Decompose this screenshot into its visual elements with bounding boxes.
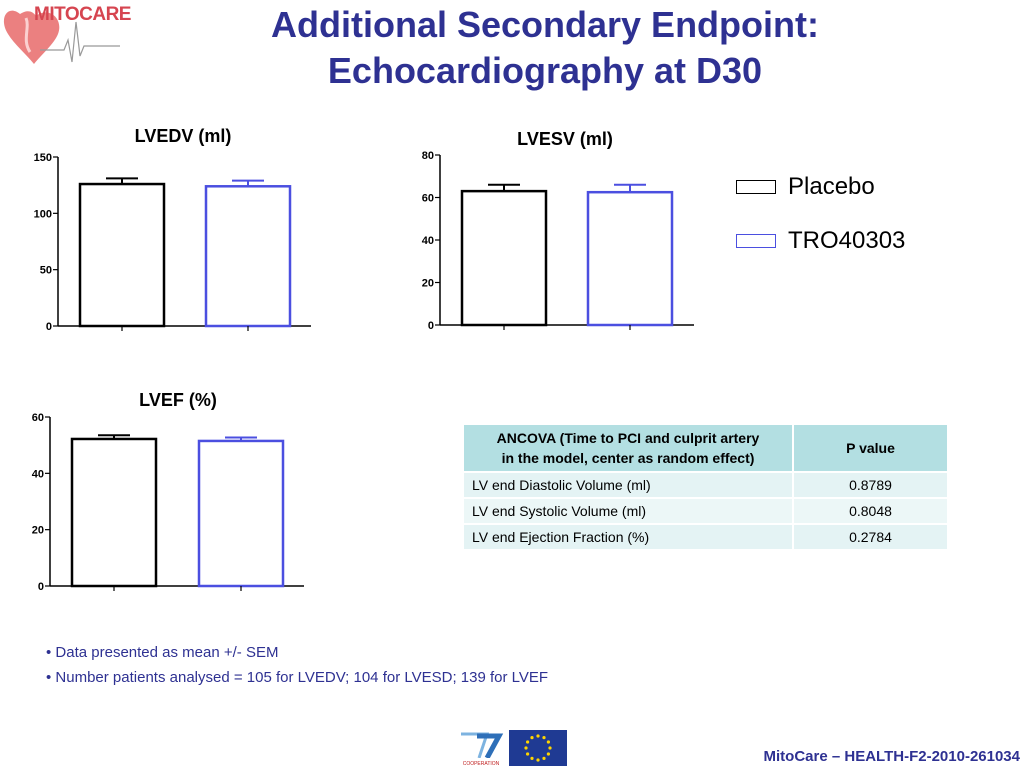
lvesv-bar-placebo	[462, 191, 546, 325]
lvedv-chart-title: LVEDV (ml)	[134, 126, 232, 146]
lvesv-y-tick-label: 60	[421, 192, 434, 205]
row-label: LV end Systolic Volume (ml)	[464, 498, 793, 524]
eu-star	[547, 740, 550, 743]
row-pvalue: 0.8789	[793, 472, 947, 498]
lvedv-y-tick-label: 0	[45, 321, 52, 333]
eu-star	[547, 752, 550, 755]
table-row	[464, 524, 947, 549]
ancova-table	[464, 425, 947, 549]
footnotes	[46, 640, 548, 690]
ancova-header-line-2: in the model, center as random effect)	[501, 450, 755, 466]
lvedv-y-tick-label: 100	[33, 208, 52, 221]
note-patients: • Number patients analysed = 105 for LVEDV; 104 for LVESD; 139 for LVEF	[46, 669, 549, 686]
pvalue-header: P value	[793, 425, 947, 472]
table-header-row	[464, 425, 947, 472]
lvef-y-tick-label: 40	[31, 468, 44, 481]
legend-item-placebo	[736, 172, 956, 202]
lvef-y-tick-label: 60	[31, 412, 44, 424]
legend-swatch-tro40303	[736, 234, 776, 248]
ancova-header-line-1: ANCOVA (Time to PCI and culprit artery	[496, 430, 760, 446]
eu-star	[548, 746, 551, 749]
ancova-header	[464, 425, 793, 472]
lvedv-y-tick-label: 50	[39, 264, 52, 277]
lvesv-y-tick-label: 40	[421, 235, 434, 247]
lvef-chart-title: LVEF (%)	[139, 390, 217, 410]
logo-text: MITOCARE	[34, 4, 131, 25]
footer-grant-id: MitoCare – HEALTH-F2-2010-261034	[763, 748, 1020, 765]
lvesv-bar-tro40303	[588, 192, 672, 325]
eu-star	[536, 758, 539, 761]
table-row	[464, 498, 947, 524]
title-line-2: Echocardiography at D30	[327, 50, 763, 91]
lvedv-bar-placebo	[80, 184, 164, 326]
title-line-1: Additional Secondary Endpoint:	[271, 4, 819, 45]
eu-star	[526, 752, 529, 755]
lvesv-chart-title: LVESV (ml)	[517, 129, 613, 149]
row-label: LV end Ejection Fraction (%)	[464, 524, 793, 549]
lvesv-y-tick-label: 20	[421, 277, 434, 290]
eu-star	[530, 757, 533, 760]
row-pvalue: 0.2784	[793, 524, 947, 549]
eu-star	[536, 734, 539, 737]
lvesv-y-tick-label: 0	[427, 320, 434, 332]
eu-star	[542, 736, 545, 739]
legend-label-tro40303: TRO40303	[788, 227, 906, 254]
lvedv-bar-tro40303	[206, 186, 290, 326]
legend-swatch-placebo	[736, 180, 776, 194]
table-row	[464, 472, 947, 498]
lvef-y-tick-label: 20	[31, 524, 44, 537]
legend-item-tro40303	[736, 226, 956, 256]
lvef-bar-placebo	[72, 439, 156, 586]
eu-star	[526, 740, 529, 743]
row-label: LV end Diastolic Volume (ml)	[464, 472, 793, 498]
legend-label-placebo: Placebo	[788, 173, 875, 200]
row-pvalue: 0.8048	[793, 498, 947, 524]
lvef-y-tick-label: 0	[37, 581, 44, 593]
fp7-cooperation-text: COOPERATION	[462, 761, 500, 767]
lvedv-y-tick-label: 150	[33, 152, 52, 164]
lvef-bar-tro40303	[199, 441, 283, 586]
eu-star	[542, 757, 545, 760]
eu-flag-icon	[509, 730, 567, 766]
fp7-logo	[453, 728, 509, 768]
lvesv-y-tick-label: 80	[421, 150, 434, 162]
eu-star	[530, 736, 533, 739]
eu-star	[524, 746, 527, 749]
note-sem: • Data presented as mean +/- SEM	[46, 644, 279, 661]
